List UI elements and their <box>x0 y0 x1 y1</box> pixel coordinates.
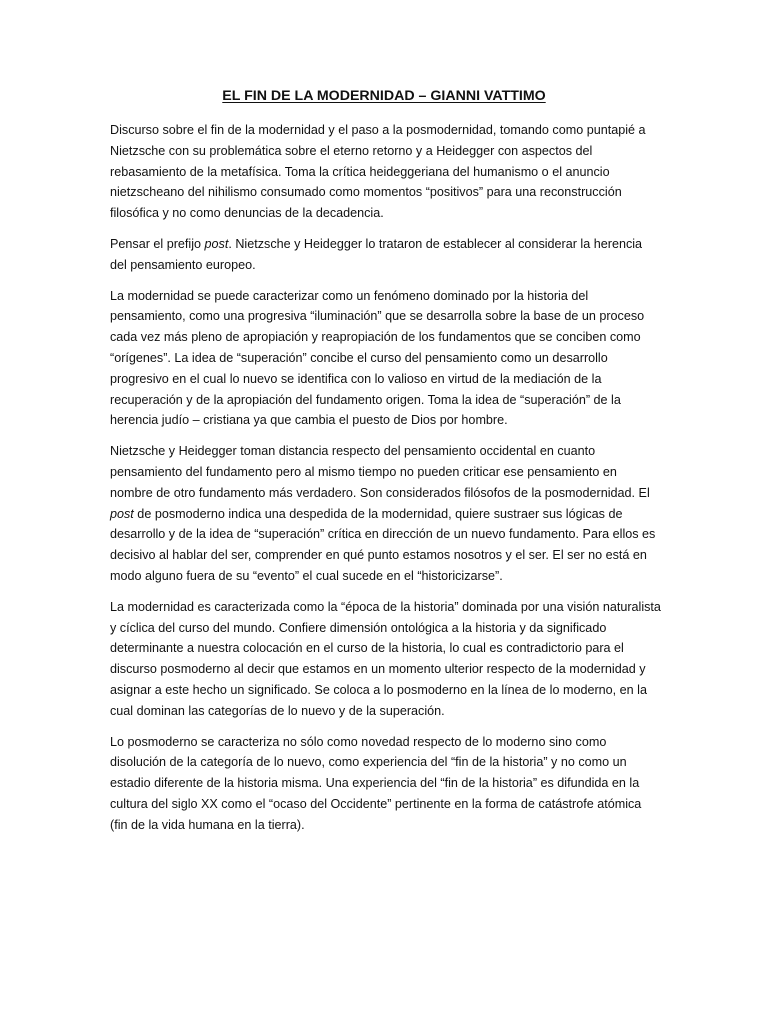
paragraph-1 <box>110 120 662 224</box>
paragraph-2-italic-term: post <box>204 236 229 251</box>
paragraph-4-italic-term: post <box>110 506 134 521</box>
paragraph-5-text: La modernidad es caracterizada como la “época de la historia” dominada por una visión naturalista y cíclica del curso del mundo. Confiere dimensión ontológica a la historia y da significado determinante a nuestra colocación en el curso de la historia, lo cual es contradictorio para el discurso posmoderno al decir que estamos en un momento ulterior respecto de la modernidad y asignar a este hecho un significado. Se coloca a lo posmoderno en la línea de lo moderno, en la cual dominan las categorías de lo nuevo y de la superación. <box>110 599 661 718</box>
paragraph-4-text-before: Nietzsche y Heidegger toman distancia respecto del pensamiento occidental en cuanto pensamiento del fundamento pero al mismo tiempo no pueden criticar ese pensamiento en nombre de otro fundamento más verdadero. Son considerados filósofos de la posmodernidad. El <box>110 444 650 500</box>
paragraph-4 <box>110 441 662 587</box>
paragraph-4-text-after: de posmoderno indica una despedida de la modernidad, quiere sustraer sus lógicas de desarrollo y de la idea de “superación” crítica en dirección de un nuevo fundamento. Para ellos es decisivo al hablar del ser, comprender en qué punto estamos nosotros y el ser. El ser no está en modo alguno fuera de su “evento” el cual sucede en el “historicizarse”. <box>110 506 656 583</box>
paragraph-3-text: La modernidad se puede caracterizar como un fenómeno dominado por la historia del pensamiento, como una progresiva “iluminación” que se desarrolla sobre la base de un proceso cada vez más pleno de apropiación y reapropiación de los fundamentos que se conciben como “orígenes”. La idea de “superación” concibe el curso del pensamiento como un desarrollo progresivo en el cual lo nuevo se identifica con lo valioso en virtud de la mediación de la recuperación y de la apropiación del fundamento origen. Toma la idea de “superación” de la herencia judío – cristiana ya que cambia el puesto de Dios por hombre. <box>110 288 645 428</box>
paragraph-2-text-before: Pensar el prefijo <box>110 236 205 251</box>
document-title: EL FIN DE LA MODERNIDAD – GIANNI VATTIMO <box>222 88 546 104</box>
paragraph-3 <box>110 286 662 432</box>
paragraph-2-text-after: . Nietzsche y Heidegger lo trataron de establecer al considerar la herencia del pensamiento europeo. <box>110 236 643 272</box>
paragraph-2 <box>110 234 662 276</box>
paragraph-6-text: Lo posmoderno se caracteriza no sólo como novedad respecto de lo moderno sino como disolución de la categoría de lo nuevo, como experiencia del “fin de la historia” y no como un estadio diferente de la historia misma. Una experiencia del “fin de la historia” es difundida en la cultura del siglo XX como el “ocaso del Occidente” pertinente en la forma de catástrofe atómica (fin de la vida humana en la tierra). <box>110 734 642 832</box>
document-body <box>110 120 662 846</box>
paragraph-6 <box>110 732 662 836</box>
paragraph-5 <box>110 597 662 722</box>
paragraph-1-text: Discurso sobre el fin de la modernidad y el paso a la posmodernidad, tomando como puntapié a Nietzsche con su problemática sobre el eterno retorno y a Heidegger con aspectos del rebasamiento de la metafísica. Toma la crítica heideggeriana del humanismo o el anuncio nietzscheano del nihilismo consumado como momentos “positivos” para una reconstrucción filosófica y no como denuncias de la decadencia. <box>110 123 646 221</box>
